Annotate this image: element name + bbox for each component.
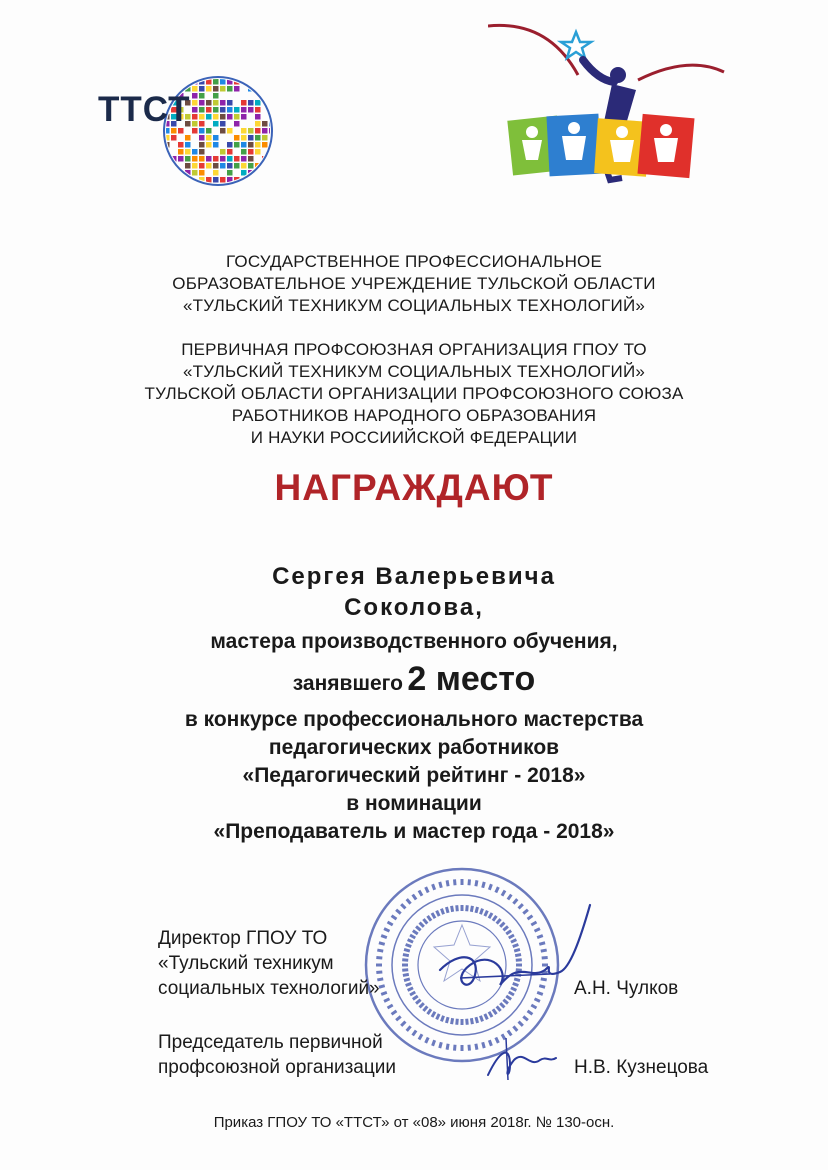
stamp-ring-mark — [453, 879, 457, 885]
stamp-ring-mark — [479, 1015, 484, 1022]
mosaic-tile — [262, 128, 268, 134]
mosaic-tile — [206, 156, 212, 162]
stamp-ring-mark — [474, 1044, 478, 1050]
mosaic-tile — [241, 170, 247, 176]
chair-title-line: профсоюзной организации — [158, 1057, 396, 1078]
mosaic-tile — [185, 156, 191, 162]
mosaic-tile — [220, 114, 226, 120]
mosaic-tile — [269, 163, 275, 169]
stamp-ring-mark — [403, 953, 409, 957]
mosaic-tile — [227, 149, 233, 155]
stamp-ring-mark — [488, 1011, 494, 1018]
director-title-line: «Тульский техникум — [158, 953, 334, 974]
stamp-ring-mark — [404, 948, 411, 952]
signature-scribble-icon — [430, 900, 600, 1010]
stamp-ring-mark — [407, 938, 414, 943]
stamp-ring-mark — [387, 921, 394, 927]
stamp-ring-mark — [381, 991, 388, 996]
mosaic-tile — [178, 156, 184, 162]
mosaic-tile — [248, 128, 254, 134]
stamp-ring-mark — [402, 958, 408, 962]
org2-line: ТУЛЬСКОЙ ОБЛАСТИ ОРГАНИЗАЦИИ ПРОФСОЮЗНОГО СОЮЗА — [144, 384, 684, 403]
stamp-ring-mark — [383, 927, 390, 932]
stamp-ring-mark — [412, 995, 419, 1001]
mosaic-tile — [199, 170, 205, 176]
mosaic-tile — [199, 128, 205, 134]
mosaic-tile — [199, 142, 205, 148]
mosaic-tile — [213, 142, 219, 148]
mosaic-tile — [255, 149, 261, 155]
stamp-ring-mark — [481, 882, 485, 889]
mosaic-tile — [213, 135, 219, 141]
stamp-ring-mark — [381, 934, 388, 939]
mosaic-tile — [220, 86, 226, 92]
recipient-name-line2: Соколова, — [344, 594, 484, 621]
contest-line2: педагогических работников — [268, 736, 560, 759]
mosaic-tile — [220, 107, 226, 113]
stamp-ring-mark — [461, 1019, 464, 1025]
mosaic-tile — [241, 142, 247, 148]
mosaic-tile — [255, 142, 261, 148]
org1-line: ОБРАЗОВАТЕЛЬНОЕ УЧРЕЖДЕНИЕ ТУЛЬСКОЙ ОБЛАСТИ — [172, 274, 656, 293]
chair-signature — [480, 1030, 560, 1085]
place-line — [0, 660, 828, 699]
mosaic-tile — [227, 86, 233, 92]
mosaic-tile — [192, 100, 198, 106]
contest-line3: «Педагогический рейтинг - 2018» — [242, 764, 586, 787]
stamp-ring-mark — [494, 886, 499, 893]
mosaic-tile — [185, 142, 191, 148]
mosaic-tile — [248, 149, 254, 155]
mosaic-tile — [241, 149, 247, 155]
org1-line: ГОСУДАРСТВЕННОЕ ПРОФЕССИОНАЛЬНОЕ — [225, 252, 603, 271]
mosaic-tile — [199, 100, 205, 106]
mosaic-tile — [220, 121, 226, 127]
ttst-logo — [98, 72, 282, 190]
mosaic-tile — [206, 177, 212, 183]
children-star-logo — [488, 20, 728, 185]
mosaic-tile — [199, 86, 205, 92]
order-reference: Приказ ГПОУ ТО «ТТСТ» от «08» июня 2018г. № 130-осн. — [213, 1114, 615, 1131]
stamp-ring-mark — [406, 898, 412, 905]
stamp-ring-mark — [400, 1021, 406, 1027]
director-name: А.Н. Чулков — [574, 978, 679, 999]
mosaic-tile — [234, 142, 240, 148]
recipient-name-line1: Сергея Валерьевича — [272, 563, 556, 590]
place-prefix: занявшего — [292, 672, 403, 695]
mosaic-tile — [255, 107, 261, 113]
stamp-ring-mark — [383, 997, 390, 1002]
mosaic-tile — [241, 114, 247, 120]
mosaic-tile — [185, 163, 191, 169]
mosaic-tile — [206, 135, 212, 141]
stamp-ring-mark — [453, 1045, 457, 1051]
mosaic-tile — [241, 100, 247, 106]
stamp-ring-mark — [467, 879, 471, 885]
mosaic-tile — [220, 149, 226, 155]
arc-left-icon — [488, 25, 578, 75]
org2-line: И НАУКИ РОССИИЙСКОЙ ФЕДЕРАЦИИ — [250, 428, 578, 447]
mosaic-tile — [227, 142, 233, 148]
contest-line4: в номинации — [346, 792, 482, 815]
stamp-ring-mark — [415, 999, 422, 1005]
mosaic-tile — [269, 170, 275, 176]
arc-right-icon — [638, 65, 724, 80]
ttst-logo-text: ТТСТ — [98, 90, 191, 129]
stamp-ring-mark — [455, 1019, 459, 1025]
mosaic-tile — [220, 79, 226, 85]
stamp-ring-mark — [424, 886, 429, 893]
mosaic-tile — [213, 163, 219, 169]
stamp-ring-mark — [467, 1045, 471, 1051]
stamp-ring-mark — [431, 884, 436, 891]
mosaic-tile — [227, 170, 233, 176]
stamp-ring-mark — [407, 986, 414, 991]
mosaic-tile — [206, 142, 212, 148]
signature-scribble-icon — [480, 1030, 560, 1085]
director-signature — [430, 900, 600, 1010]
mosaic-tile — [199, 107, 205, 113]
mosaic-tile — [269, 107, 275, 113]
mosaic-tile — [199, 114, 205, 120]
stamp-ring-mark — [418, 890, 424, 897]
mosaic-tile — [171, 135, 177, 141]
mosaic-tile — [227, 100, 233, 106]
mosaic-tile — [213, 86, 219, 92]
mosaic-tile — [262, 93, 268, 99]
director-title — [158, 926, 380, 1001]
mosaic-tile — [241, 128, 247, 134]
stamp-ring-mark — [474, 880, 478, 886]
stamp-ring-mark — [391, 1010, 398, 1016]
mosaic-tile — [213, 177, 219, 183]
stamp-ring-mark — [419, 922, 425, 928]
mosaic-tile — [213, 121, 219, 127]
stamp-ring-mark — [406, 1025, 412, 1032]
stamp-ring-mark — [419, 1002, 425, 1008]
stamp-ring-mark — [411, 894, 417, 901]
mosaic-tile — [199, 156, 205, 162]
mosaic-tile — [227, 163, 233, 169]
mosaic-tile — [178, 149, 184, 155]
chair-title-line: Председатель первичной — [158, 1032, 383, 1053]
mosaic-tile — [248, 135, 254, 141]
mosaic-tile — [234, 135, 240, 141]
stamp-ring-mark — [440, 1015, 445, 1022]
mosaic-tile — [192, 128, 198, 134]
mosaic-tile — [213, 100, 219, 106]
stamp-ring-mark — [438, 1042, 442, 1049]
mosaic-tile — [262, 135, 268, 141]
mosaic-tile — [206, 100, 212, 106]
org2-line: РАБОТНИКОВ НАРОДНОГО ОБРАЗОВАНИЯ — [231, 406, 597, 425]
mosaic-tile — [255, 128, 261, 134]
mosaic-tile — [206, 107, 212, 113]
mosaic-tile — [213, 79, 219, 85]
mosaic-tile — [227, 107, 233, 113]
mosaic-tile — [269, 86, 275, 92]
mosaic-tile — [234, 163, 240, 169]
mosaic-tile — [234, 86, 240, 92]
director-title-line: социальных технологий» — [158, 978, 380, 999]
stamp-ring-mark — [438, 882, 442, 889]
mosaic-tile — [234, 156, 240, 162]
mosaic-tile — [248, 100, 254, 106]
stamp-ring-mark — [518, 1021, 524, 1027]
mosaic-tile — [164, 156, 170, 162]
mosaic-tile — [206, 86, 212, 92]
mosaic-tile — [213, 107, 219, 113]
mosaic-tile — [227, 114, 233, 120]
stamp-ring-mark — [405, 982, 412, 987]
stamp-ring-mark — [461, 879, 464, 885]
org2-line: «ТУЛЬСКИЙ ТЕХНИКУМ СОЦИАЛЬНЫХ ТЕХНОЛОГИЙ» — [182, 362, 646, 381]
mosaic-tile — [206, 114, 212, 120]
mosaic-tile — [185, 149, 191, 155]
mosaic-tile — [269, 79, 275, 85]
mosaic-tile — [255, 114, 261, 120]
mosaic-tile — [164, 170, 170, 176]
stamp-ring-mark — [475, 1017, 479, 1024]
mosaic-tile — [185, 79, 191, 85]
recipient-position: мастера производственного обучения, — [210, 630, 618, 653]
mosaic-tile — [213, 114, 219, 120]
stamp-ring-mark — [409, 991, 416, 997]
mosaic-tile — [248, 107, 254, 113]
stamp-ring-mark — [404, 978, 411, 982]
mosaic-tile — [192, 93, 198, 99]
mosaic-tile — [171, 170, 177, 176]
stamp-ring-mark — [465, 1019, 469, 1025]
mosaic-tile — [234, 114, 240, 120]
mosaic-tile — [220, 156, 226, 162]
stamp-ring-mark — [445, 1017, 449, 1024]
mosaic-tile — [262, 86, 268, 92]
stamp-ring-mark — [522, 1015, 529, 1021]
mosaic-tile — [255, 79, 261, 85]
stamp-ring-mark — [395, 909, 402, 915]
mosaic-tile — [213, 156, 219, 162]
stamp-ring-mark — [431, 1040, 436, 1047]
mosaic-tile — [227, 79, 233, 85]
chair-title — [158, 1030, 396, 1080]
mosaic-tile — [192, 114, 198, 120]
stamp-ring-mark — [400, 903, 406, 909]
mosaic-tile — [255, 100, 261, 106]
mosaic-tile — [192, 163, 198, 169]
contest-line5: «Преподаватель и мастер года - 2018» — [213, 820, 615, 843]
stamp-ring-mark — [403, 973, 409, 977]
mosaic-tile — [262, 177, 268, 183]
stamp-ring-mark — [446, 1044, 450, 1050]
mosaic-tile — [255, 86, 261, 92]
stamp-ring-mark — [527, 1010, 534, 1016]
mosaic-tile — [178, 142, 184, 148]
mosaic-tile — [192, 121, 198, 127]
stamp-ring-mark — [395, 1015, 402, 1021]
stamp-ring-mark — [483, 1013, 488, 1020]
stamp-ring-mark — [405, 943, 412, 948]
mosaic-tile — [262, 142, 268, 148]
mosaic-tile — [227, 156, 233, 162]
stamp-ring-mark — [501, 890, 507, 897]
mosaic-tile — [227, 128, 233, 134]
mosaic-tile — [199, 135, 205, 141]
mosaic-tile — [171, 177, 177, 183]
mosaic-tile — [262, 170, 268, 176]
mosaic-tile — [262, 121, 268, 127]
stamp-ring-mark — [409, 934, 416, 940]
stamp-ring-mark — [470, 1018, 474, 1024]
mosaic-tile — [227, 177, 233, 183]
mosaic-tile — [241, 156, 247, 162]
mosaic-tile — [234, 121, 240, 127]
org1-line: «ТУЛЬСКИЙ ТЕХНИКУМ СОЦИАЛЬНЫХ ТЕХНОЛОГИЙ» — [182, 296, 646, 315]
contest-line1: в конкурсе профессионального мастерства — [184, 708, 644, 731]
place-value: 2 место — [407, 660, 536, 698]
mosaic-tile — [192, 156, 198, 162]
award-title: НАГРАЖДАЮТ — [274, 467, 554, 508]
mosaic-tile — [192, 107, 198, 113]
mosaic-tile — [262, 163, 268, 169]
stamp-ring-mark — [446, 880, 450, 886]
mosaic-tile — [199, 121, 205, 127]
mosaic-tile — [213, 93, 219, 99]
stamp-ring-mark — [391, 914, 398, 920]
stamp-ring-mark — [431, 1011, 437, 1018]
organization-block-1 — [0, 251, 828, 317]
mosaic-tile — [171, 79, 177, 85]
mosaic-tile — [269, 100, 275, 106]
mosaic-tile — [164, 79, 170, 85]
stamp-ring-mark — [402, 964, 408, 967]
stamp-ring-mark — [422, 1005, 428, 1012]
mosaic-tile — [206, 128, 212, 134]
mosaic-tile — [213, 170, 219, 176]
director-title-line: Директор ГПОУ ТО — [158, 928, 328, 949]
mosaic-tile — [192, 170, 198, 176]
mosaic-tile — [178, 79, 184, 85]
mosaic-tile — [255, 135, 261, 141]
mosaic-tile — [269, 93, 275, 99]
mosaic-tile — [199, 163, 205, 169]
mosaic-tile — [241, 135, 247, 141]
stamp-ring-mark — [424, 1037, 429, 1044]
organization-block-2 — [0, 339, 828, 449]
stamp-ring-mark — [387, 1004, 394, 1010]
mosaic-tile — [220, 177, 226, 183]
stamp-ring-mark — [412, 929, 419, 935]
mosaic-tile — [220, 128, 226, 134]
stamp-ring-mark — [415, 925, 422, 931]
mosaic-tile — [199, 149, 205, 155]
stamp-ring-mark — [422, 918, 428, 925]
stamp-ring-mark — [450, 1018, 454, 1024]
mosaic-tile — [248, 142, 254, 148]
mosaic-tile — [192, 86, 198, 92]
mosaic-tile — [248, 156, 254, 162]
mosaic-tile — [234, 107, 240, 113]
mosaic-tile — [255, 121, 261, 127]
mosaic-tile — [206, 163, 212, 169]
stamp-ring-mark — [411, 1030, 417, 1037]
mosaic-tile — [199, 93, 205, 99]
mosaic-tile — [248, 177, 254, 183]
mosaic-tile — [192, 149, 198, 155]
org2-line: ПЕРВИЧНАЯ ПРОФСОЮЗНАЯ ОРГАНИЗАЦИЯ ГПОУ ТО — [181, 340, 647, 359]
stamp-ring-mark — [402, 968, 408, 972]
mosaic-tile — [220, 163, 226, 169]
mosaic-tile — [241, 107, 247, 113]
mosaic-tile — [220, 100, 226, 106]
stamp-ring-mark — [435, 1013, 440, 1020]
stamp-ring-mark — [488, 884, 493, 891]
mosaic-tile — [206, 79, 212, 85]
mosaic-tile — [241, 163, 247, 169]
chair-name: Н.В. Кузнецова — [574, 1057, 709, 1078]
mosaic-tile — [185, 135, 191, 141]
mosaic-tile — [248, 163, 254, 169]
stamp-ring-mark — [418, 1034, 424, 1041]
stamp-ring-mark — [461, 1045, 464, 1051]
